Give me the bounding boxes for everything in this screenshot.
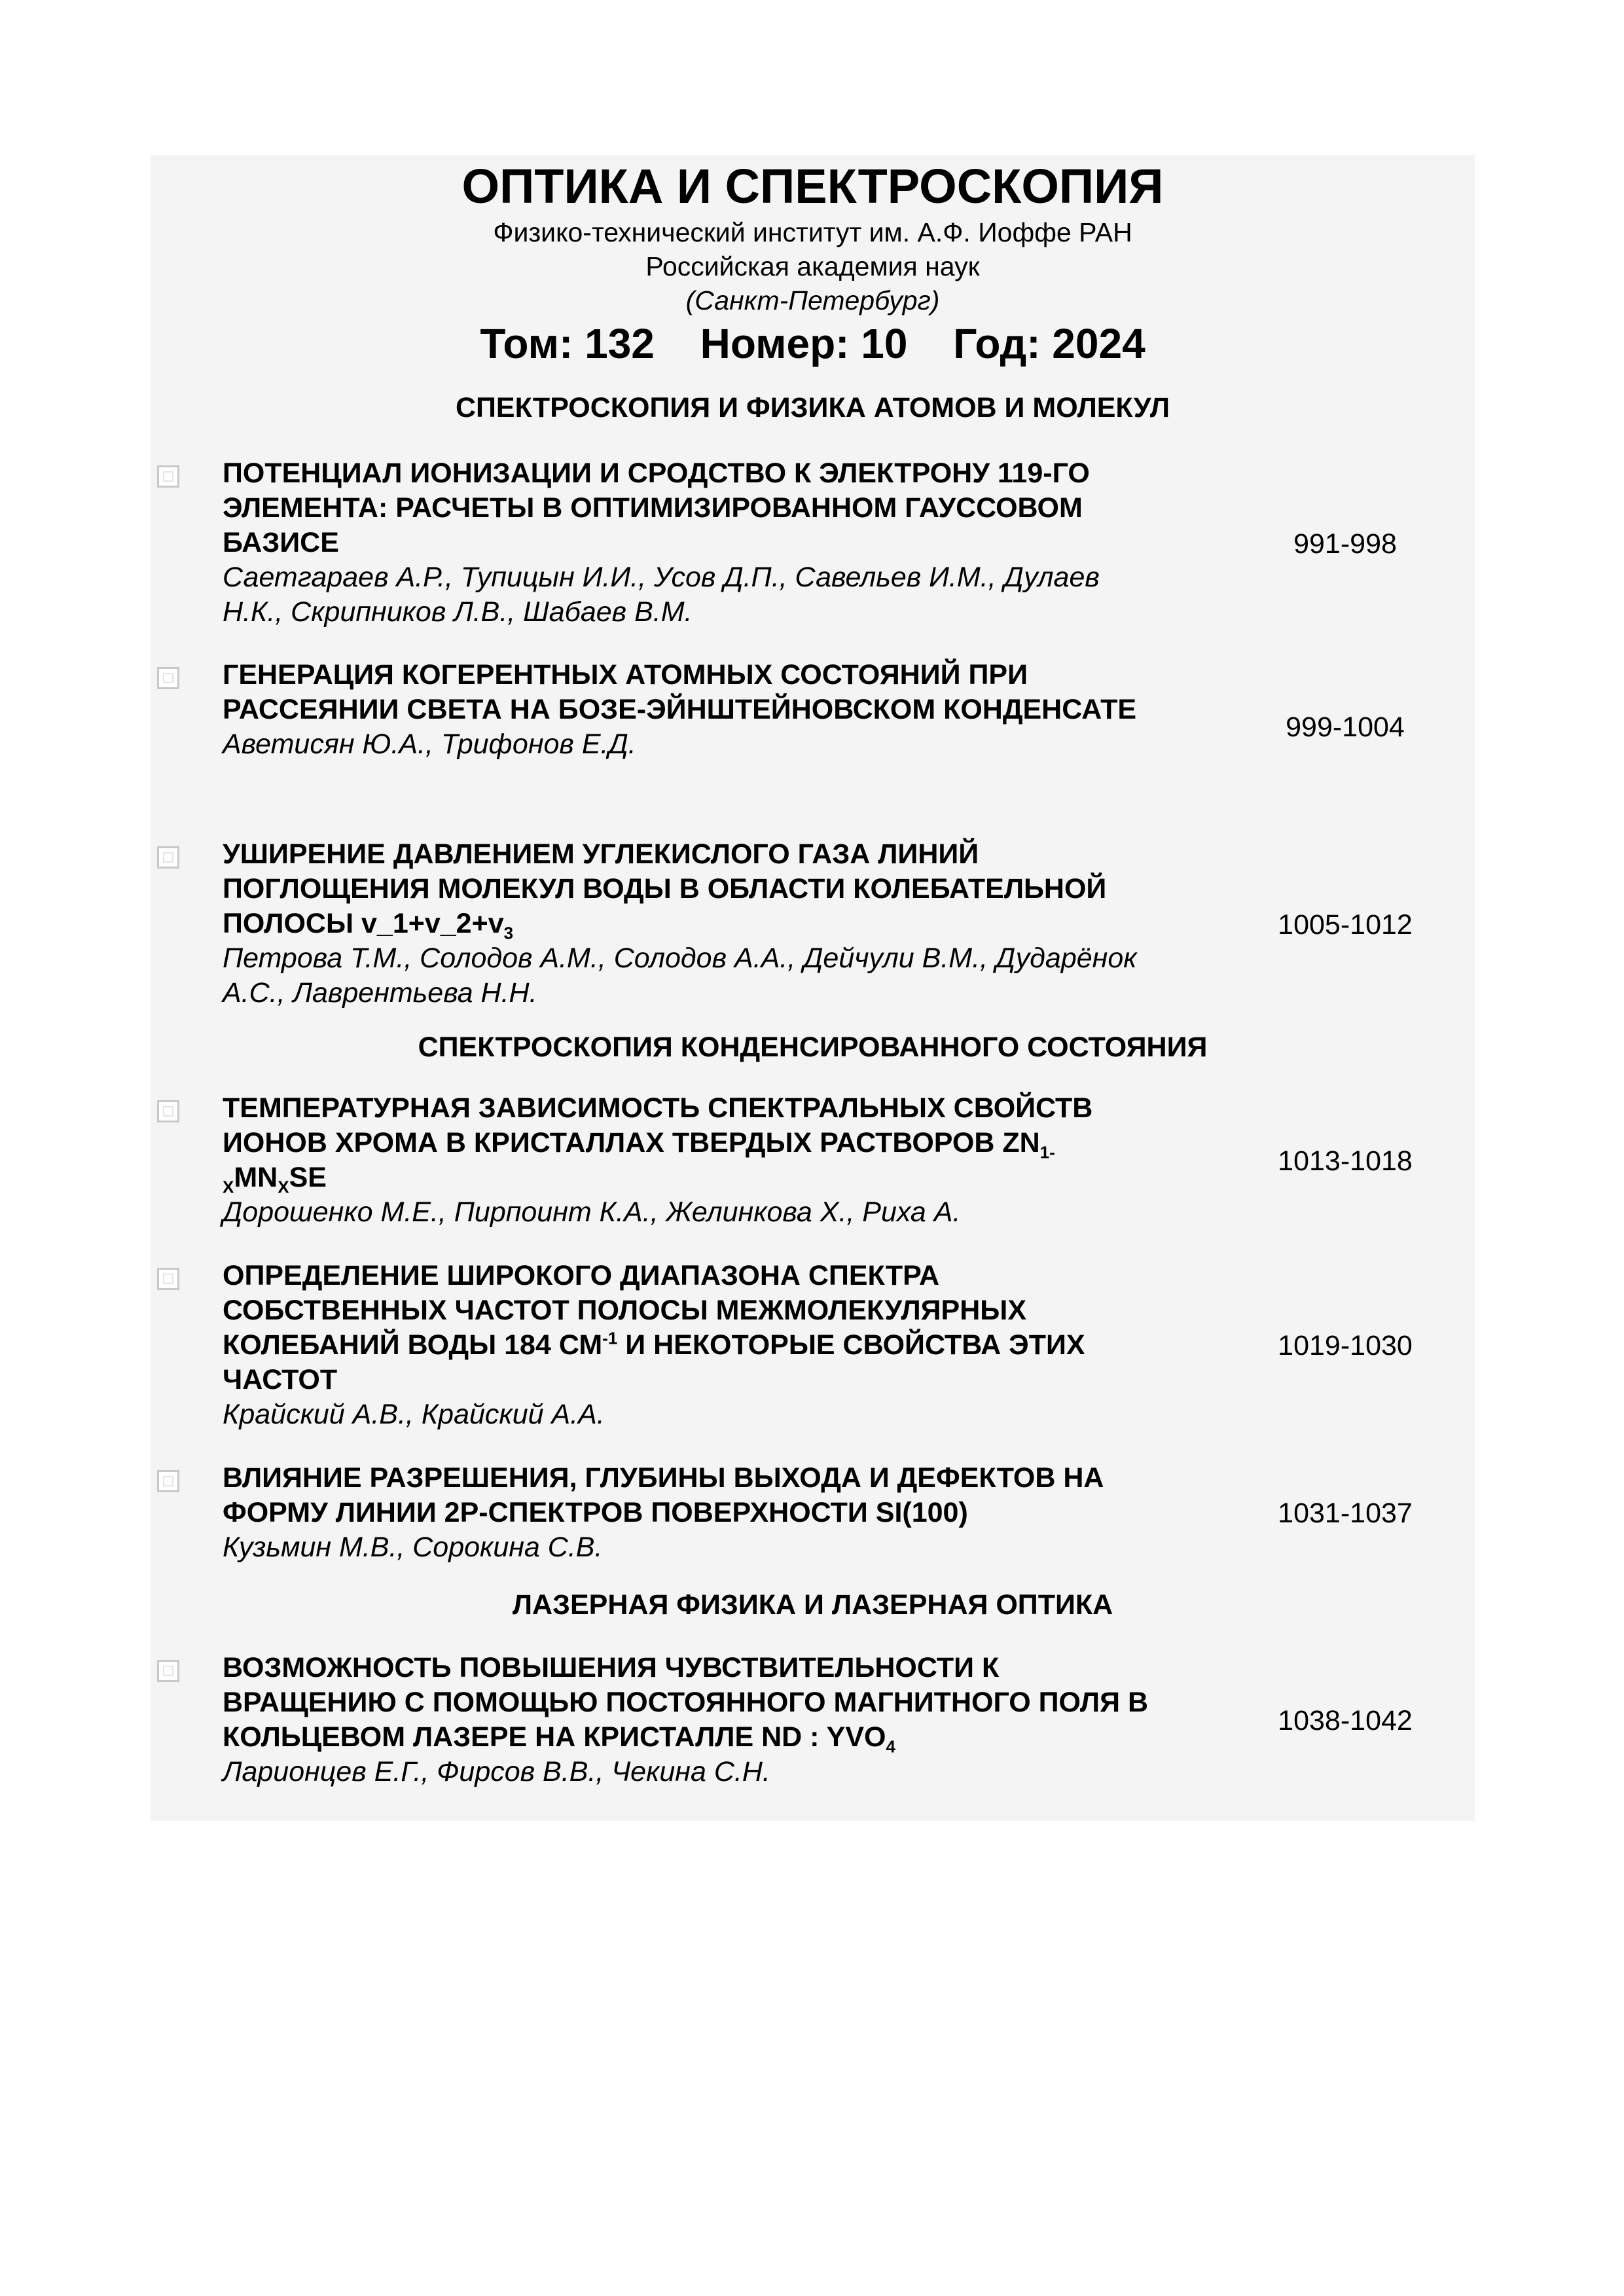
article-checkbox[interactable] (157, 846, 179, 869)
article-title[interactable] (223, 1651, 1165, 1755)
institute-name: Физико-технический институт им. А.Ф. Иоффе РАН (493, 217, 1132, 247)
article-authors: Ларионцев Е.Г., Фирсов В.В., Чекина С.Н. (223, 1756, 770, 1787)
article-authors: Петрова Т.М., Солодов А.М., Солодов А.А., Дейчули В.М., Дударёнок А.С., Лаврентьева Н.Н. (223, 942, 1137, 1009)
article-title-text: MN (234, 1162, 278, 1193)
article-text (223, 1091, 1165, 1230)
article-authors: Аветисян Ю.А., Трифонов Е.Д. (223, 728, 636, 760)
article-title[interactable] (223, 1091, 1165, 1195)
article-title[interactable]: ГЕНЕРАЦИЯ КОГЕРЕНТНЫХ АТОМНЫХ СОСТОЯНИЙ ПРИ РАССЕЯНИИ СВЕТА НА БОЗЕ-ЭЙНШТЕЙНОВСКОМ КОНДЕНСАТЕ (223, 659, 1137, 725)
article-authors: Дорошенко М.Е., Пирпоинт К.А., Желинкова Х., Риха А. (223, 1196, 961, 1228)
article-text (223, 1461, 1165, 1565)
section-heading: СПЕКТРОСКОПИЯ КОНДЕНСИРОВАННОГО СОСТОЯНИЯ (418, 1031, 1208, 1063)
year-label: Год: 2024 (953, 320, 1146, 367)
issue-contents-panel (151, 155, 1475, 1821)
title-subscript: X (278, 1177, 289, 1197)
article-text (223, 1259, 1165, 1432)
title-subscript: 4 (886, 1736, 895, 1757)
title-subscript: 3 (503, 923, 514, 943)
article-title-text: ОПРЕДЕЛЕНИЕ ШИРОКОГО ДИАПАЗОНА СПЕКТРА СОБСТВЕННЫХ ЧАСТОТ ПОЛОСЫ МЕЖМОЛЕКУЛЯРНЫХ КОЛЕБАНИЙ ВОДЫ 184 СМ (223, 1260, 1027, 1361)
section-heading: СПЕКТРОСКОПИЯ И ФИЗИКА АТОМОВ И МОЛЕКУЛ (455, 392, 1170, 423)
article-pages: 991-998 (1293, 528, 1397, 560)
article-authors: Кузьмин М.В., Сорокина С.В. (223, 1532, 603, 1563)
article-text (223, 456, 1165, 630)
article-text (223, 1651, 1165, 1789)
article-title-text: SE (289, 1162, 327, 1193)
article-pages: 1013-1018 (1278, 1145, 1413, 1177)
article-checkbox[interactable] (157, 1268, 179, 1290)
article-checkbox[interactable] (157, 1660, 179, 1682)
article-authors: Саетгараев А.Р., Тупицын И.И., Усов Д.П., Савельев И.М., Дулаев Н.К., Скрипников Л.В., Шабаев В.М. (223, 562, 1100, 628)
article-pages: 1031-1037 (1278, 1498, 1413, 1529)
article-checkbox[interactable] (157, 667, 179, 689)
article-title[interactable] (223, 1259, 1165, 1397)
article-pages: 1038-1042 (1278, 1705, 1413, 1736)
article-checkbox[interactable] (157, 465, 179, 488)
article-pages: 1005-1012 (1278, 909, 1413, 941)
article-pages: 1019-1030 (1278, 1330, 1413, 1361)
article-text (223, 658, 1165, 762)
article-title[interactable]: ВЛИЯНИЕ РАЗРЕШЕНИЯ, ГЛУБИНЫ ВЫХОДА И ДЕФЕКТОВ НА ФОРМУ ЛИНИИ 2P-СПЕКТРОВ ПОВЕРХНОСТИ SI(100) (223, 1462, 1104, 1528)
title-subscript: X (223, 1177, 234, 1197)
issue-info (151, 317, 1475, 370)
article-title[interactable]: ПОТЕНЦИАЛ ИОНИЗАЦИИ И СРОДСТВО К ЭЛЕКТРОНУ 119-ГО ЭЛЕМЕНТА: РАСЧЕТЫ В ОПТИМИЗИРОВАННОМ ГАУССОВОМ БАЗИСЕ (223, 457, 1090, 558)
journal-title: ОПТИКА И СПЕКТРОСКОПИЯ (461, 159, 1164, 213)
section-heading: ЛАЗЕРНАЯ ФИЗИКА И ЛАЗЕРНАЯ ОПТИКА (512, 1589, 1113, 1621)
article-pages: 999-1004 (1286, 711, 1405, 743)
title-superscript: -1 (602, 1328, 618, 1348)
article-title-text: ВОЗМОЖНОСТЬ ПОВЫШЕНИЯ ЧУВСТВИТЕЛЬНОСТИ К ВРАЩЕНИЮ С ПОМОЩЬЮ ПОСТОЯННОГО МАГНИТНОГО ПОЛЯ В КОЛЬЦЕВОМ ЛАЗЕРЕ НА КРИСТАЛЛЕ ND : YVO (223, 1652, 1149, 1753)
number-label: Номер: 10 (700, 320, 908, 367)
article-checkbox[interactable] (157, 1470, 179, 1492)
volume-label: Том: 132 (480, 320, 655, 367)
article-title-text: УШИРЕНИЕ ДАВЛЕНИЕМ УГЛЕКИСЛОГО ГАЗА ЛИНИЙ ПОГЛОЩЕНИЯ МОЛЕКУЛ ВОДЫ В ОБЛАСТИ КОЛЕБАТЕЛЬНОЙ ПОЛОСЫ v_1+v_2+v (223, 838, 1107, 939)
article-checkbox[interactable] (157, 1100, 179, 1122)
article-title[interactable] (223, 837, 1165, 941)
city-name: (Санкт-Петербург) (685, 285, 940, 315)
article-title-text: И НЕКОТОРЫЕ СВОЙСТВА ЭТИХ ЧАСТОТ (223, 1329, 1085, 1395)
academy-name: Российская академия наук (645, 251, 980, 281)
title-subscript: 1- (1039, 1142, 1055, 1162)
article-text (223, 837, 1165, 1011)
article-authors: Крайский А.В., Крайский А.А. (223, 1399, 605, 1430)
article-title-text: ТЕМПЕРАТУРНАЯ ЗАВИСИМОСТЬ СПЕКТРАЛЬНЫХ СВОЙСТВ ИОНОВ ХРОМА В КРИСТАЛЛАХ ТВЕРДЫХ РАСТВОРОВ ZN (223, 1092, 1093, 1158)
